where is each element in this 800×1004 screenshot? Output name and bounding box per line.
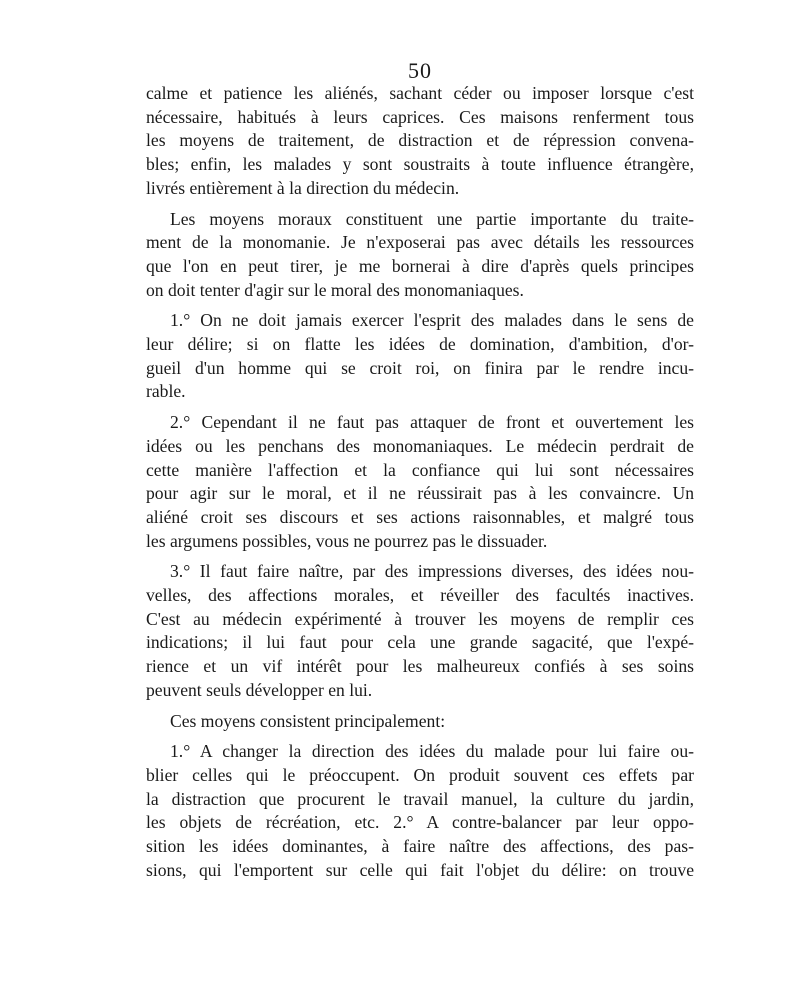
text-line: 3.° Il faut faire naître, par des impressions diverses, des idées nou- [170, 561, 694, 582]
paragraph [146, 82, 694, 201]
text-line: que l'on en peut tirer, je me bornerai à dire d'après quels principes [146, 255, 694, 276]
paragraph [146, 710, 694, 734]
page-number: 50 [408, 58, 432, 83]
text-line: les objets de récréation, etc. 2.° A contre-balancer par leur oppo- [146, 812, 694, 833]
text-line: leur délire; si on flatte les idées de domination, d'ambition, d'or- [146, 334, 694, 355]
text-line: Les moyens moraux constituent une partie importante du traite- [170, 208, 694, 229]
text-line: cette manière l'affection et la confiance qui lui sont nécessaires [146, 459, 694, 480]
text-line: la distraction que procurent le travail manuel, la culture du jardin, [146, 788, 694, 809]
text-line: gueil d'un homme qui se croit roi, on finira par le rendre incu- [146, 357, 694, 378]
text-line: blier celles qui le préoccupent. On produit souvent ces effets par [146, 764, 694, 785]
text-line: Ces moyens consistent principalement: [170, 710, 446, 731]
text-line: les argumens possibles, vous ne pourrez pas le dissuader. [146, 530, 548, 551]
text-line: on doit tenter d'agir sur le moral des monomaniaques. [146, 279, 524, 300]
text-line: les moyens de traitement, de distraction et de répression convena- [146, 130, 694, 151]
text-line: indications; il lui faut pour cela une grande sagacité, que l'expé- [146, 632, 694, 653]
text-line: pour agir sur le moral, et il ne réussirait pas à les convaincre. Un [146, 483, 694, 504]
text-line: calme et patience les aliénés, sachant céder ou imposer lorsque c'est [146, 83, 694, 103]
text-line: aliéné croit ses discours et ses actions raisonnables, et malgré tous [146, 506, 694, 527]
text-line: C'est au médecin expérimenté à trouver les moyens de remplir ces [146, 608, 694, 629]
text-line: sions, qui l'emportent sur celle qui fait l'objet du délire: on trouve [146, 859, 694, 880]
text-line: rable. [146, 381, 186, 402]
paragraph [146, 740, 694, 882]
text-line: 2.° Cependant il ne faut pas attaquer de front et ouvertement les [170, 412, 694, 433]
paragraph [146, 411, 694, 553]
paragraph [146, 309, 694, 404]
text-line: idées ou les penchans des monomaniaques. Le médecin perdrait de [146, 435, 694, 456]
text-line: ment de la monomanie. Je n'exposerai pas avec détails les ressources [146, 232, 694, 253]
text-line: nécessaire, habitués à leurs caprices. Ces maisons renferment tous [146, 106, 694, 127]
text-line: rience et un vif intérêt pour les malheureux confiés à ses soins [146, 656, 694, 677]
paragraph [146, 208, 694, 303]
body-text [146, 82, 694, 890]
text-line: 1.° A changer la direction des idées du malade pour lui faire ou- [170, 741, 694, 762]
text-line: 1.° On ne doit jamais exercer l'esprit des malades dans le sens de [170, 310, 694, 331]
text-line: sition les idées dominantes, à faire naître des affections, des pas- [146, 836, 694, 857]
text-line: peuvent seuls développer en lui. [146, 679, 373, 700]
text-line: bles; enfin, les malades y sont soustraits à toute influence étrangère, [146, 154, 694, 175]
paragraph [146, 560, 694, 702]
text-line: livrés entièrement à la direction du médecin. [146, 177, 460, 198]
text-line: velles, des affections morales, et réveiller des facultés inactives. [146, 585, 694, 606]
